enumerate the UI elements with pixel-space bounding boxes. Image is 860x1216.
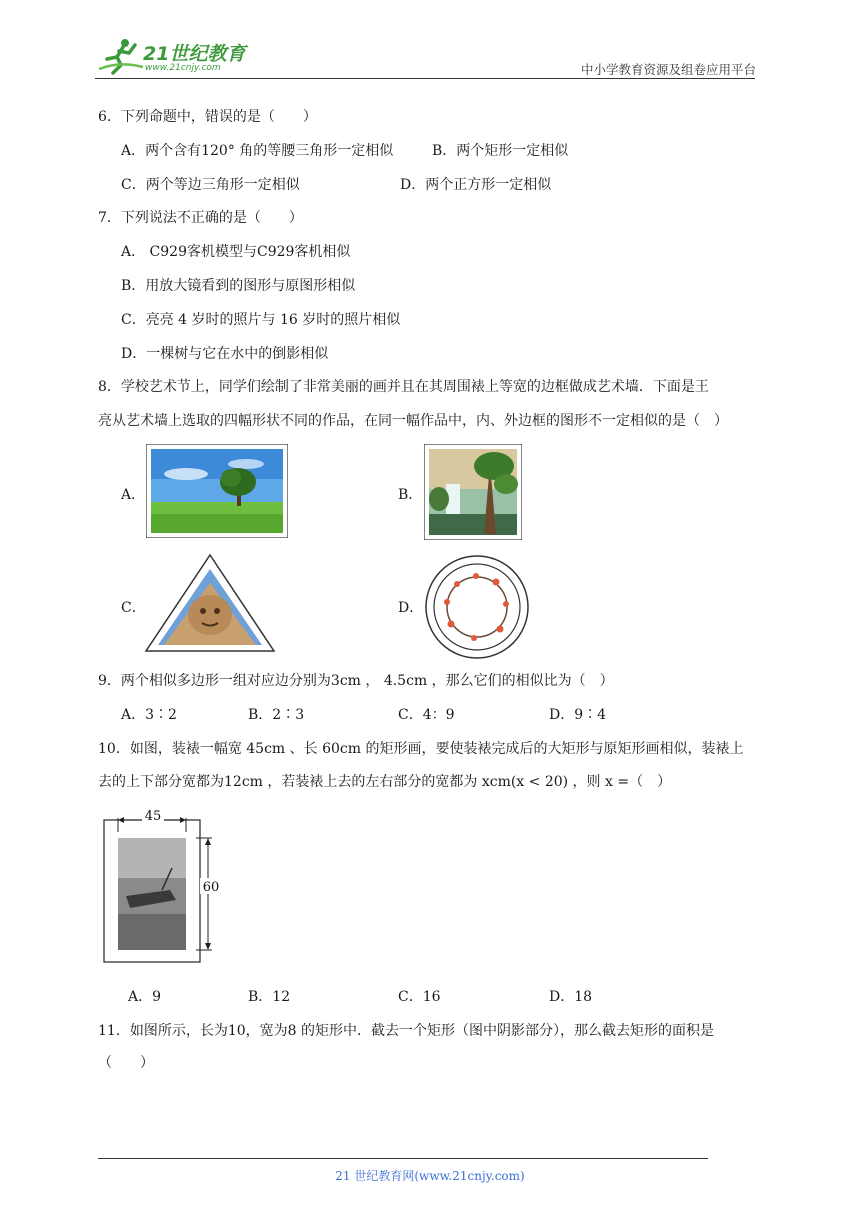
- q10-framed-painting-figure: [100, 804, 230, 970]
- q9-option-d: D．9∶4: [549, 707, 607, 723]
- q8-landscape-tree-picture: [146, 444, 288, 542]
- platform-name: 中小学教育资源及组卷应用平台: [580, 62, 756, 77]
- question-7-stem: 7．下列说法不正确的是（ ）: [98, 210, 303, 226]
- q8-triangle-sand-sculpture: [144, 553, 276, 657]
- q6-option-b: B．两个矩形一定相似: [432, 143, 569, 159]
- q9-option-a: A．3∶2: [121, 707, 177, 723]
- figure-width-label: 45: [144, 809, 162, 824]
- question-8-stem-line1: 8．学校艺术节上，同学们绘制了非常美丽的画并且在其周围裱上等宽的边框做成艺术墙．下面是王: [98, 379, 709, 395]
- q7-option-d: D．一棵树与它在水中的倒影相似: [121, 346, 329, 362]
- q10-option-c: C．16: [398, 989, 441, 1005]
- logo-text: 21世纪教育: [143, 43, 246, 65]
- q10-option-a: A．9: [128, 989, 162, 1005]
- footer-divider: [98, 1158, 708, 1159]
- q7-option-a: A． C929客机模型与C929客机相似: [121, 244, 351, 260]
- q9-option-b: B．2∶3: [248, 707, 305, 723]
- q8-option-d: D．: [398, 600, 424, 616]
- footer-link[interactable]: 21 世纪教育网(www.21cnjy.com): [335, 1169, 525, 1183]
- question-11-stem-line1: 11．如图所示，长为10，宽为8 的矩形中．截去一个矩形（图中阴影部分），那么截去矩形的面积是: [98, 1023, 714, 1039]
- q7-option-c: C．亮亮 4 岁时的照片与 16 岁时的照片相似: [121, 312, 401, 328]
- header-divider: [95, 78, 755, 79]
- question-10-stem-line2: 去的上下部分宽都为12cm ，若装裱上去的左右部分的宽都为 xcm(x < 20) ，则 x =（ ）: [98, 774, 672, 790]
- q6-option-c: C．两个等边三角形一定相似: [121, 177, 300, 193]
- logo-url: www.21cnjy.com: [145, 63, 221, 73]
- q8-option-c: C．: [121, 600, 146, 616]
- figure-height-label: 60: [202, 880, 220, 895]
- q8-waterfall-painting: [424, 444, 522, 544]
- q6-option-d: D．两个正方形一定相似: [400, 177, 552, 193]
- q8-option-a: A．: [121, 487, 146, 503]
- site-logo: [95, 35, 265, 77]
- q6-option-a: A．两个含有120° 角的等腰三角形一定相似: [121, 143, 394, 159]
- q10-option-d: D．18: [549, 989, 593, 1005]
- q8-option-b: B．: [398, 487, 423, 503]
- question-11-stem-line2: （ ）: [98, 1055, 154, 1071]
- question-6-stem: 6．下列命题中，错误的是（ ）: [98, 109, 317, 125]
- q8-circle-floral-plate: [424, 554, 530, 664]
- q10-option-b: B．12: [248, 989, 291, 1005]
- q9-option-c: C．4：9: [398, 707, 455, 723]
- question-9-stem: 9．两个相似多边形一组对应边分别为3cm ， 4.5cm ，那么它们的相似比为（ ）: [98, 673, 614, 689]
- question-10-stem-line1: 10．如图，装裱一幅宽 45cm 、长 60cm 的矩形画，要使装裱完成后的大矩形与原矩形画相似，装裱上: [98, 741, 744, 757]
- question-8-stem-line2: 亮从艺术墙上选取的四幅形状不同的作品，在同一幅作品中，内、外边框的图形不一定相似的是（ ）: [98, 413, 728, 429]
- q7-option-b: B．用放大镜看到的图形与原图形相似: [121, 278, 356, 294]
